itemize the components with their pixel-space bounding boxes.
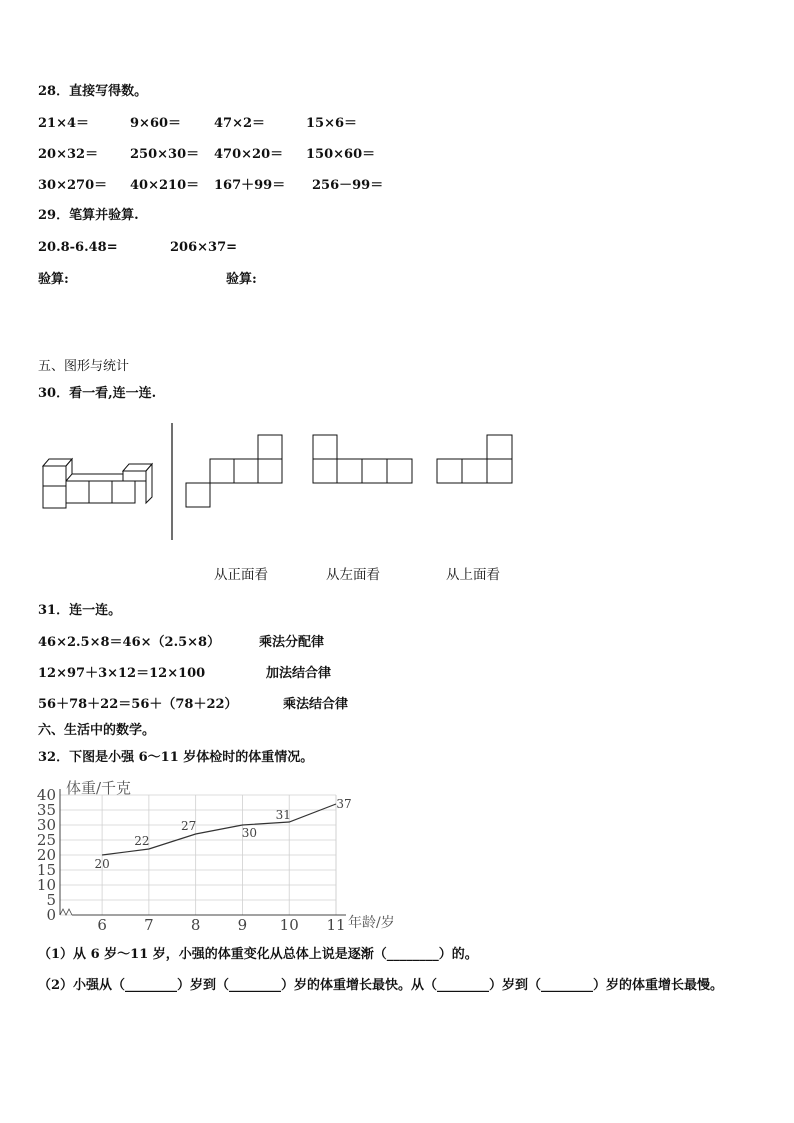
y-tick-label: 25 <box>36 831 56 849</box>
q29-check-label-1: 验算: <box>38 272 69 287</box>
data-label: 30 <box>241 826 258 840</box>
section6-title: 六、生活中的数学。 <box>38 723 156 738</box>
q28-r1-c4: 15×6＝ <box>306 116 358 131</box>
q32-title: 32．下图是小强 6～11 岁体检时的体重情况。 <box>38 750 314 765</box>
y-tick-label: 35 <box>36 801 56 819</box>
q28-r1-c3: 47×2＝ <box>214 116 266 131</box>
q30-label-top: 从上面看 <box>446 567 500 583</box>
q30-title: 30．看一看,连一连. <box>38 386 157 401</box>
q29-problem-1: 20.8-6.48= <box>38 240 118 255</box>
q30-label-front: 从正面看 <box>214 567 268 583</box>
q32-sub1: （1）从 6 岁～11 岁，小强的体重变化从总体上说是逐渐（________）的。 <box>38 947 478 962</box>
data-label: 31 <box>275 808 291 822</box>
data-label: 37 <box>336 797 352 811</box>
y-tick-label: 20 <box>36 846 56 864</box>
x-tick-label: 6 <box>97 916 107 934</box>
q28-r3-c1: 30×270＝ <box>38 178 108 193</box>
q28-r2-c3: 470×20＝ <box>214 147 284 162</box>
q28-r2-c2: 250×30＝ <box>130 147 200 162</box>
q32-sub2: （2）小强从（________）岁到（________）岁的体重增长最快。从（________）岁到（________）岁的体重增长最慢。 <box>38 978 724 993</box>
x-tick-label: 9 <box>237 916 248 934</box>
y-tick-label: 15 <box>36 861 56 879</box>
q31-law-3: 乘法结合律 <box>283 697 349 712</box>
y-tick-label: 40 <box>36 786 56 804</box>
q28-r1-c1: 21×4＝ <box>38 116 90 131</box>
x-tick-label: 7 <box>144 916 154 934</box>
q29-problem-2: 206×37= <box>170 240 238 255</box>
q28-r3-c4: 256－99＝ <box>312 178 384 193</box>
section5-title: 五、图形与统计 <box>38 359 130 374</box>
q28-r3-c3: 167＋99＝ <box>214 178 286 193</box>
q31-equation-2: 12×97＋3×12＝12×100 <box>38 666 206 681</box>
q28-r1-c2: 9×60＝ <box>130 116 182 131</box>
y-tick-label: 10 <box>36 876 56 894</box>
q29-title: 29．笔算并验算. <box>38 208 139 223</box>
q29-check-label-2: 验算: <box>226 272 257 287</box>
y-tick-label: 30 <box>36 816 56 834</box>
data-label: 22 <box>134 834 150 848</box>
axis-break-mark <box>60 909 72 915</box>
q30-label-left: 从左面看 <box>326 567 380 583</box>
x-tick-label: 11 <box>326 916 346 934</box>
q31-title: 31．连一连。 <box>38 603 122 618</box>
q28-title: 28．直接写得数。 <box>38 84 148 99</box>
data-label: 20 <box>94 857 110 871</box>
y-axis-title: 体重/千克 <box>66 779 132 797</box>
q28-r3-c2: 40×210＝ <box>130 178 200 193</box>
y-tick-label: 5 <box>46 891 56 909</box>
y-tick-label: 0 <box>46 906 56 924</box>
q28-r2-c4: 150×60＝ <box>306 147 376 162</box>
q31-law-1: 乘法分配律 <box>259 635 325 650</box>
q31-equation-1: 46×2.5×8＝46×（2.5×8） <box>38 635 221 650</box>
x-tick-label: 10 <box>279 916 299 934</box>
x-axis-title: 年龄/岁 <box>348 915 395 931</box>
q31-equation-3: 56＋78＋22＝56＋（78＋22） <box>38 697 238 712</box>
q28-r2-c1: 20×32＝ <box>38 147 99 162</box>
x-tick-label: 8 <box>190 916 201 934</box>
q31-law-2: 加法结合律 <box>266 666 332 681</box>
data-label: 27 <box>181 819 197 833</box>
